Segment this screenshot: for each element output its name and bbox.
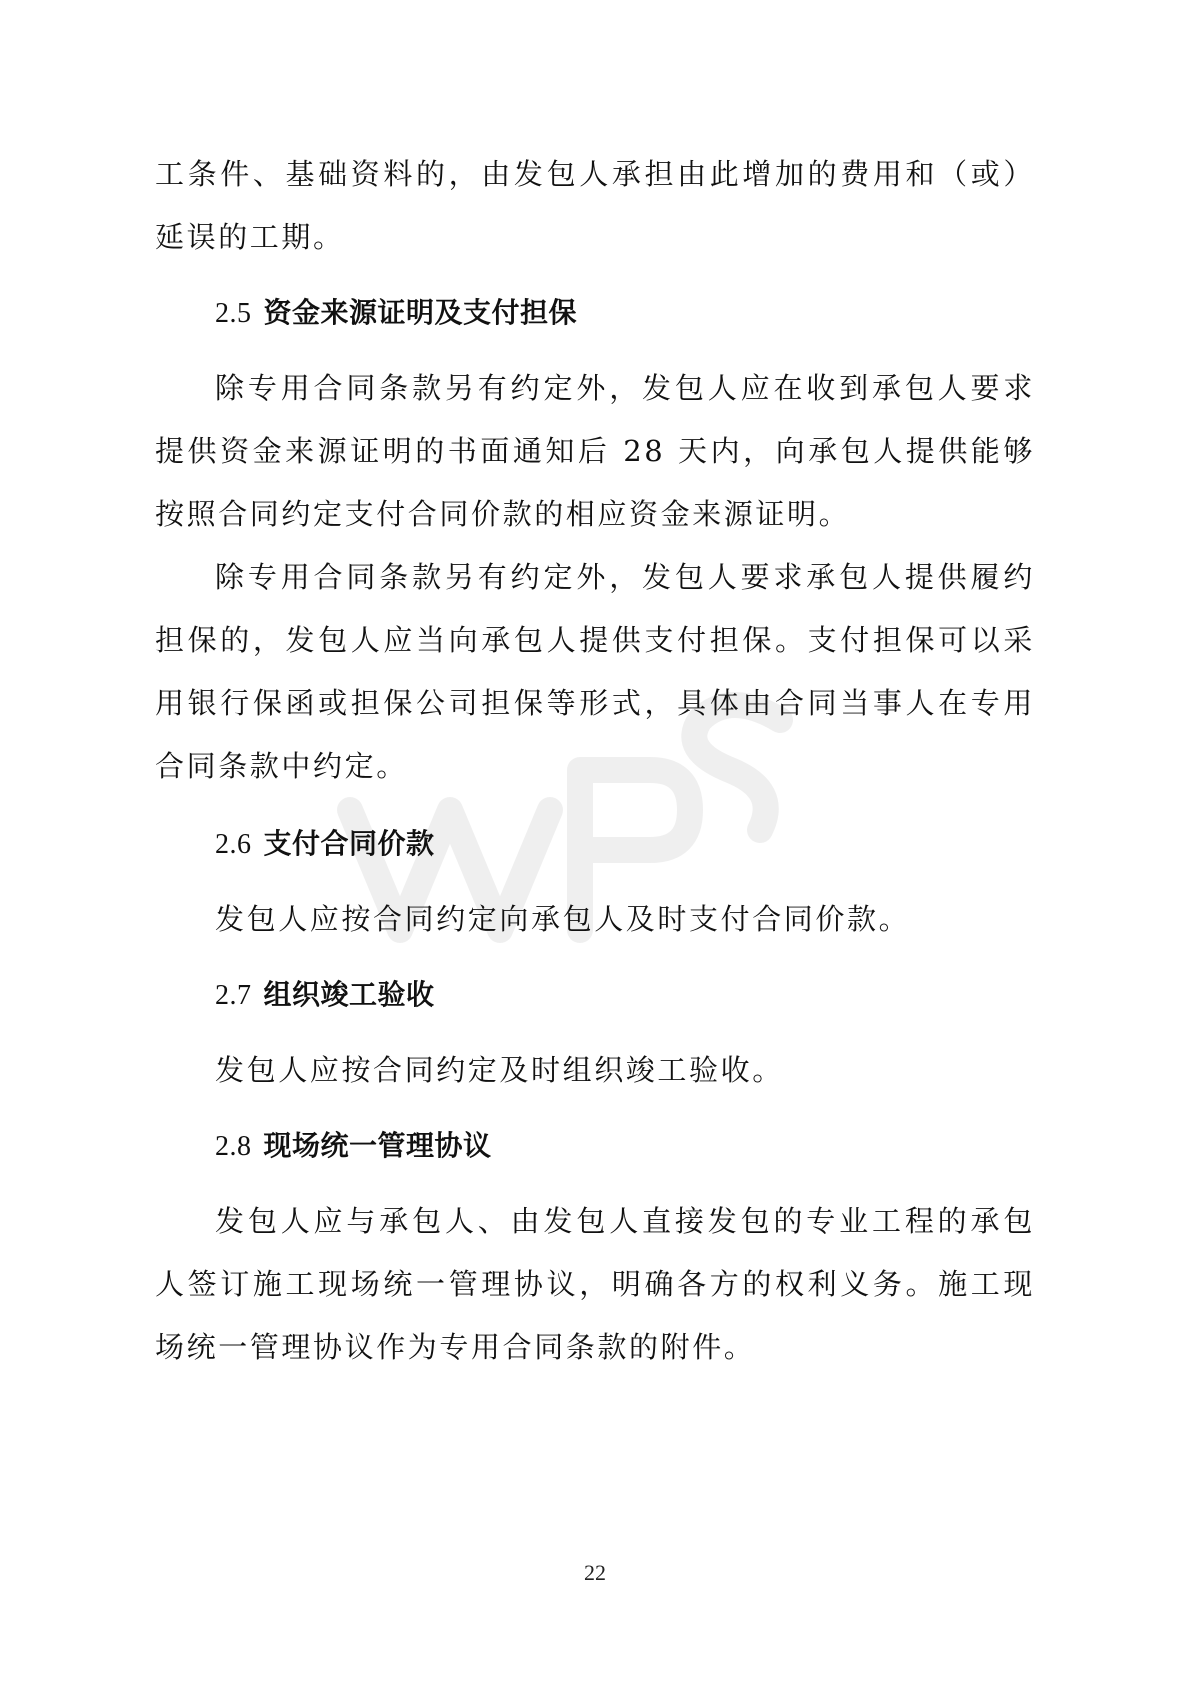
paragraph-completion-acceptance: 发包人应按合同约定及时组织竣工验收。	[215, 1053, 784, 1087]
section-title: 资金来源证明及支付担保	[263, 296, 578, 329]
section-title: 支付合同价款	[263, 827, 435, 860]
section-heading-2-6	[155, 812, 1035, 876]
paragraph-funding-proof: 除专用合同条款另有约定外，发包人应在收到承包人要求提供资金来源证明的书面通知后 28 天内，向承包人提供能够按照合同约定支付合同价款的相应资金来源证明。	[155, 371, 1035, 531]
section-heading-2-7	[155, 963, 1035, 1027]
section-number: 2.6	[215, 829, 252, 860]
section-heading-2-5	[155, 281, 1035, 345]
page-number: 22	[584, 1560, 606, 1585]
section-number: 2.5	[215, 298, 252, 329]
paragraph-site-management-agreement: 发包人应与承包人、由发包人直接发包的专业工程的承包人签订施工现场统一管理协议，明确各方的权利义务。施工现场统一管理协议作为专用合同条款的附件。	[155, 1204, 1035, 1364]
section-number: 2.7	[215, 980, 252, 1011]
document-body	[155, 143, 1035, 1379]
section-number: 2.8	[215, 1131, 252, 1162]
section-heading-2-8	[155, 1114, 1035, 1178]
section-title: 组织竣工验收	[263, 978, 435, 1011]
section-title: 现场统一管理协议	[263, 1129, 492, 1162]
paragraph-payment-guarantee: 除专用合同条款另有约定外，发包人要求承包人提供履约担保的，发包人应当向承包人提供支付担保。支付担保可以采用银行保函或担保公司担保等形式，具体由合同当事人在专用合同条款中约定。	[155, 560, 1035, 783]
paragraph-continuation: 工条件、基础资料的，由发包人承担由此增加的费用和（或）延误的工期。	[155, 157, 1035, 254]
paragraph-contract-payment: 发包人应按合同约定向承包人及时支付合同价款。	[215, 902, 911, 936]
